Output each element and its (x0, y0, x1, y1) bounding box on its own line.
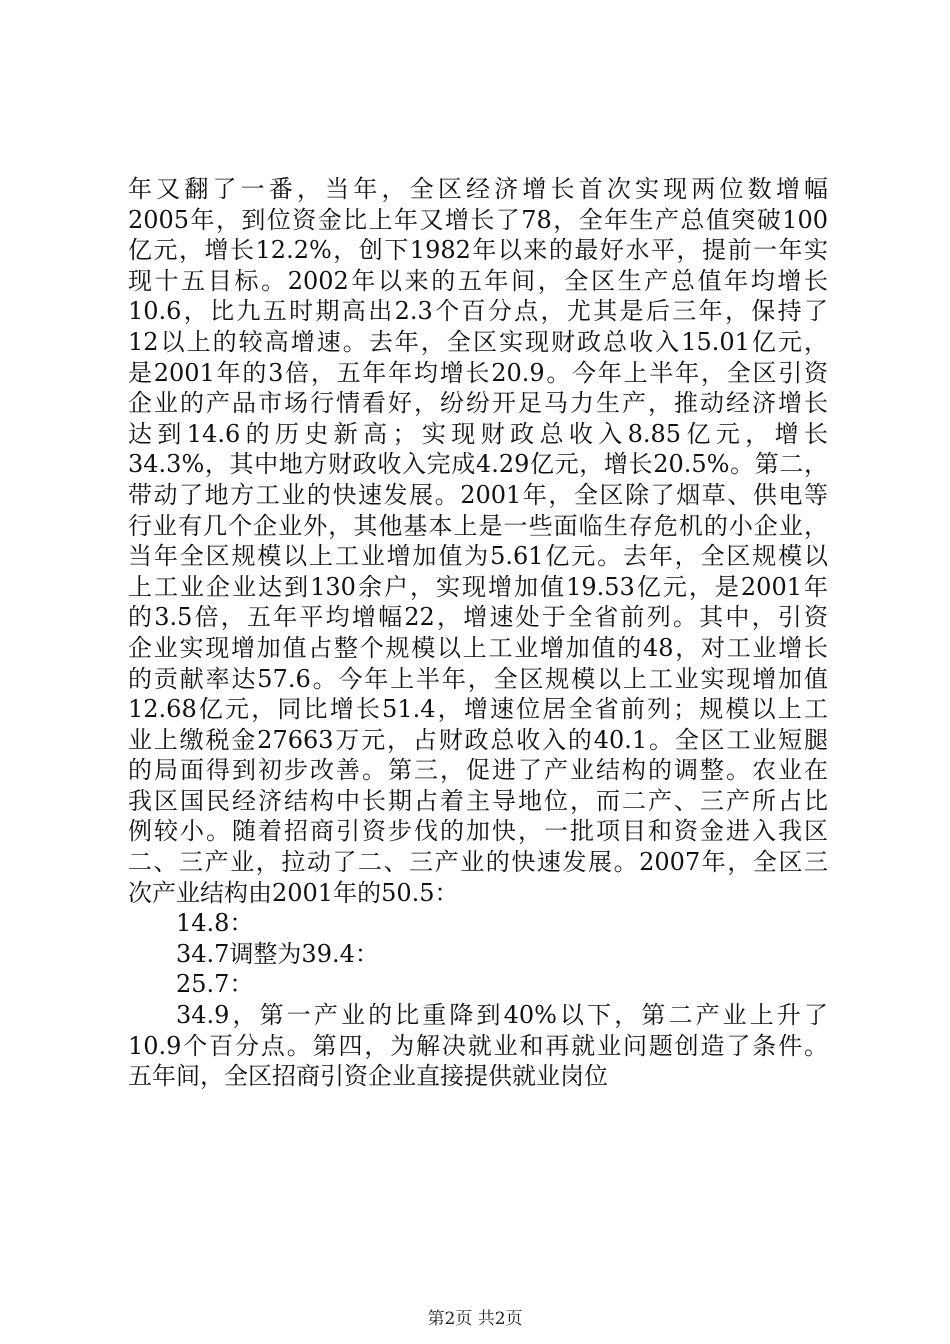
indented-text-line: 25.7： (176, 970, 254, 999)
text-line: 10.9个百分点。第四，为解决就业和再就业问题创造了条件。 (128, 1031, 828, 1060)
text-line: 10.6，比九五时期高出2.3个百分点，尤其是后三年，保持了 (128, 297, 828, 326)
text-line: 企业实现增加值占整个规模以上工业增加值的48，对工业增长 (128, 633, 828, 662)
text-line: 业上缴税金27663万元，占财政总收入的40.1。全区工业短腿 (128, 725, 828, 754)
text-line: 次产业结构由2001年的50.5： (128, 878, 459, 907)
text-line: 亿元，增长12.2%，创下1982年以来的最好水平，提前一年实 (128, 236, 828, 265)
text-line: 年又翻了一番，当年，全区经济增长首次实现两位数增幅 (128, 175, 828, 203)
text-line: 12.68亿元，同比增长51.4，增速位居全省前列；规模以上工 (128, 695, 828, 724)
text-line: 达到14.6的历史新高；实现财政总收入8.85亿元，增长 (128, 419, 828, 448)
text-line: 12以上的较高增速。去年，全区实现财政总收入15.01亿元， (128, 327, 828, 356)
text-line: 二、三产业，拉动了二、三产业的快速发展。2007年，全区三 (128, 848, 828, 877)
text-line: 2005年，到位资金比上年又增长了78，全年生产总值突破100 (128, 205, 828, 234)
text-line: 的3.5倍，五年平均增幅22，增速处于全省前列。其中，引资 (128, 603, 828, 632)
text-line: 34.3%，其中地方财政收入完成4.29亿元，增长20.5%。第二， (128, 450, 828, 479)
text-line: 企业的产品市场行情看好，纷纷开足马力生产，推动经济增长 (128, 389, 828, 418)
text-line: 的贡献率达57.6。今年上半年，全区规模以上工业实现增加值 (128, 664, 828, 693)
paragraph-first-line: 34.9，第一产业的比重降到40%以下，第二产业上升了 (176, 1001, 828, 1030)
text-line: 是2001年的3倍，五年年均增长20.9。今年上半年，全区引资 (128, 358, 828, 387)
page-footer: 第2页 共2页 (427, 1309, 523, 1329)
indented-text-line: 14.8： (176, 909, 254, 938)
document-body (128, 174, 828, 1092)
text-line: 例较小。随着招商引资步伐的加快，一批项目和资金进入我区 (128, 817, 828, 846)
text-line: 当年全区规模以上工业增加值为5.61亿元。去年，全区规模以 (128, 542, 828, 571)
text-line: 行业有几个企业外，其他基本上是一些面临生存危机的小企业， (128, 511, 828, 540)
text-line: 五年间，全区招商引资企业直接提供就业岗位 (128, 1062, 608, 1091)
text-line: 上工业企业达到130余户，实现增加值19.53亿元，是2001年 (128, 572, 828, 601)
text-line: 的局面得到初步改善。第三，促进了产业结构的调整。农业在 (128, 756, 828, 785)
text-line: 现十五目标。2002年以来的五年间，全区生产总值年均增长 (128, 266, 828, 295)
text-line: 我区国民经济结构中长期占着主导地位，而二产、三产所占比 (128, 786, 828, 815)
indented-text-line: 34.7调整为39.4： (176, 939, 379, 968)
text-line: 带动了地方工业的快速发展。2001年，全区除了烟草、供电等 (128, 480, 828, 509)
